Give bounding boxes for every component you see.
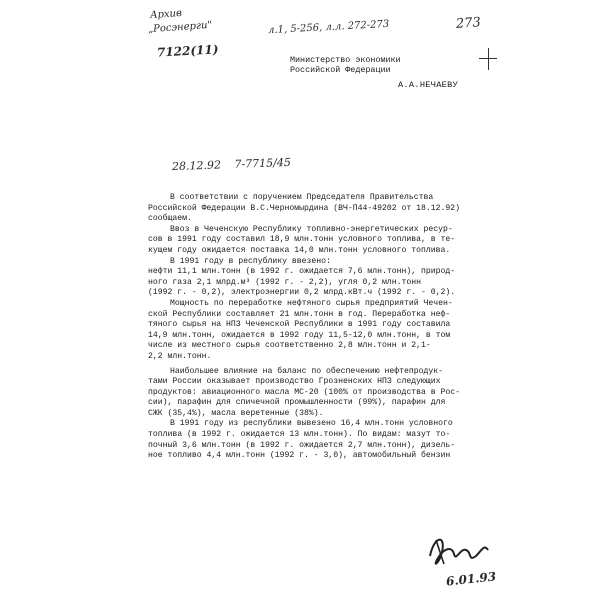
body-line: 14,9 млн.тонн, ожидается в 1992 году 11,5-12,0 млн.тонн, в том — [148, 330, 451, 340]
body-line: В 1991 году в республику ввезено: — [170, 256, 331, 266]
body-line: Ввоз в Чеченскую Республику топливно-энергетических ресур- — [170, 224, 453, 234]
addressee: А.А.НЕЧАЕВУ — [398, 80, 459, 90]
body-line: почный 3,6 млн.тонн (в 1992 г. ожидается 2,7 млн.тонн), дизель- — [148, 440, 456, 450]
address-line-2: Российской Федерации — [290, 64, 391, 75]
archive-note-line2: „Росэнерги" — [147, 19, 213, 36]
body-line: (1992 г. - 0,2), электроэнергии 0,2 млрд.кВт.ч (1992 г. - 0,2). — [148, 288, 456, 298]
body-line: В соответствии с поручением Председателя Правительства — [170, 193, 434, 202]
body-line: тяного сырья на НПЗ Чеченской Республики в 1991 году составила — [148, 320, 451, 330]
body-line: сии), парафин для спичечной промышленности (99%), парафин для — [148, 398, 446, 408]
body-line: топлива (в 1992 г. ожидается 13 млн.тонн). По видам: мазут то- — [148, 430, 451, 440]
registration-date-number: 28.12.92 7-7715/45 — [171, 155, 292, 174]
body-line: ное топливо 4,4 млн.тонн (1992 г. - 3,0), автомобильный бензин — [148, 451, 451, 461]
letter-body — [148, 193, 548, 462]
body-line: кущем году ожидается поставка 14,0 млн.тонн условного топлива. — [148, 245, 451, 255]
body-line: ской Республики составляет 21 млн.тонн в год. Переработка неф- — [148, 309, 451, 319]
body-line: продуктов: авиационного масла МС-20 (100% от производства в Рос- — [148, 387, 461, 397]
body-line: нефти 11,1 млн.тонн (в 1992 г. ожидается 7,6 млн.тонн), природ- — [148, 267, 456, 277]
body-line: Наибольшее влияние на баланс по обеспечению нефтепродук- — [170, 366, 444, 376]
body-line: В 1991 году из республики вывезено 16,4 млн.тонн условного — [170, 419, 453, 429]
body-line: Российской Федерации В.С.Черномырдина (ВЧ-П44-49202 от 18.12.92) — [148, 203, 461, 213]
body-line: ного газа 2,1 млрд.м³ (1992 г. - 2,2), угля 0,2 млн.тонн — [148, 277, 422, 287]
body-line: тами России оказывает производство Грозненских НПЗ следующих — [148, 377, 441, 387]
document-number: 7122(11) — [156, 42, 219, 60]
body-line: СЖК (35,4%), масла веретенные (38%). — [148, 408, 324, 418]
address-block — [290, 56, 401, 75]
cross-mark-horizontal — [479, 58, 497, 59]
body-line: числе из местного сырья соответственно 2,8 млн.тонн и 2,1- — [148, 341, 431, 351]
body-line: 2,2 млн.тонн. — [148, 351, 212, 361]
archive-reference: л.1, 5-256, л.л. 272-273 — [267, 18, 390, 37]
body-line: сообщаем. — [148, 214, 192, 224]
address-line-1: Министерство экономики — [290, 55, 401, 65]
page-number: 273 — [455, 15, 482, 32]
signature-date: 6.01.93 — [445, 569, 497, 589]
body-line: Мощность по переработке нефтяного сырья предприятий Чечен- — [170, 298, 453, 308]
archive-note-line1: Архив — [149, 7, 183, 22]
body-line: сов в 1991 году составил 18,9 млн.тонн условного топлива, в те- — [148, 235, 456, 245]
cross-mark-vertical — [488, 48, 489, 70]
